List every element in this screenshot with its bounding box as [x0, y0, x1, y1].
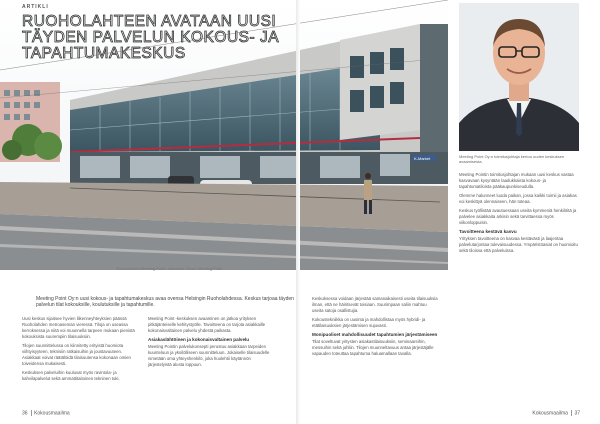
section-tag: ARTIKLI	[22, 4, 49, 10]
photo-caption: Ruoholahden Meeting Point -rakennus. Kuva: Meeting Point.	[116, 266, 224, 271]
divider	[31, 410, 32, 416]
magazine-name: Kokousmaailma	[34, 410, 70, 417]
text-column-3	[312, 296, 438, 360]
article-lead: Meeting Point Oy:n uusi kokous- ja tapahtumakeskus avaa ovensa Helsingin Ruoholahdessa. Keskus tarjoaa täyden palvelun tilat kokouksille, koulutuksille ja tapahtumille.	[36, 296, 294, 309]
paragraph: Keskuksessa voidaan järjestää samanaikaisesti useita tilaisuuksia ilman, että ne häiritsevät toisiaan. Suurimpaan saliin mahtuu useita satoja osallistujia.	[312, 296, 438, 313]
portrait-photo	[459, 3, 579, 151]
paragraph: Tilat soveltuvat yritysten asiakastilaisuuksiin, seminaareihin, messuihin sekä juhliin. Tilojen muunneltavuus antaa järjestäjälle vapauden toteuttaa tapahtuma haluamallaan tavalla.	[312, 339, 434, 356]
paragraph: Meeting Pointin toimitusjohtajan mukaan uusi keskus vastaa kasvavaan kysyntään laadukkaista kokous- ja tapahtumatiloista pääkaupunkiseudulla.	[459, 172, 574, 189]
subheading: Tavoitteena kestävä kasvu	[459, 229, 517, 234]
paragraph: Olemme halunneet luoda paikan, jossa kaikki toimii ja asiakas voi keskittyä olennaiseen, hän toteaa.	[459, 193, 577, 204]
paragraph: Kokoustekniikka on uusinta ja mahdollistaa myös hybridi- ja etätilaisuuksien järjestämisen sujuvasti.	[312, 317, 426, 328]
page-number: 37	[574, 410, 580, 417]
paragraph: Yrityksen tavoitteena on kasvaa kestävästi ja laajentaa palvelutarjontaa tulevaisuudessa. Ympäristöasiat on huomioitu sekä tiloissa että palveluissa.	[459, 236, 578, 253]
footer-left	[22, 410, 70, 416]
text-column-2	[148, 316, 272, 371]
shop-sign-text: K-Market	[414, 156, 431, 161]
text-column-1	[22, 316, 138, 385]
portrait-caption: Meeting Point Oy:n toimitusjohtaja kertoo uuden keskuksen avaamisesta.	[459, 154, 565, 164]
paragraph: Keskus työllistää avautuessaan useita kymmeniä henkilöitä ja palvelee asiakkaita arkisin sekä tarvittaessa myös viikonloppuisin.	[459, 208, 577, 225]
paragraph: Meeting Pointin palvelukonsepti perustuu asiakkaan tarpeiden kuunteluun ja yksilölliseen suunnitteluun. Jokaiselle tilaisuudelle nimetään oma yhteyshenkilö, joka huolehtii käytännön järjestelyistä alusta loppuun.	[148, 344, 270, 367]
article-headline: RUOHOLAHTEEN AVATAAN UUSI TÄYDEN PALVELUN KOKOUS- JA TAPAHTUMAKESKUS	[22, 13, 279, 62]
paragraph: Meeting Point -keskuksen avaaminen on jatkoa yrityksen pitkäjänteiselle kehitystyölle. Tavoitteena on tarjota asiakkaille kokonaisvaltainen palvelu yhdestä paikasta.	[148, 316, 266, 333]
page-gutter	[296, 0, 300, 424]
paragraph: Tilojen suunnittelussa on kiinnitetty erityistä huomiota viihtyisyyteen, teknisiin ratkaisuihin ja joustavuuteen. Asiakkaat voivat räätälöidä tilaisuutensa kokonaan omien toiveidensa mukaisesti.	[22, 343, 131, 366]
page-number: 36	[22, 410, 28, 417]
paragraph: Keskuksen palveluihin kuuluvat myös ravintola- ja kahvilapalvelut sekä ammattitaitoinen tekninen tuki.	[22, 370, 120, 381]
subheading: Monipuoliset mahdollisuudet tapahtumien järjestämiseen	[312, 332, 438, 337]
magazine-name: Kokousmaailma	[532, 410, 568, 417]
footer-right	[532, 410, 580, 416]
divider	[571, 410, 572, 416]
text-column-4	[459, 172, 579, 257]
subheading: Asiakaslähtöinen ja kokonaisvaltainen palvelu	[148, 337, 250, 342]
paragraph: Uusi keskus sijaitsee hyvien liikenneyhteyksien päässä Ruoholahden metroaseman vieressä. Tiloja on useassa kerroksessa ja niitä voi muunnella tarpeen mukaan pienistä kokouksista suurempiin tilaisuuksiin.	[22, 316, 135, 339]
